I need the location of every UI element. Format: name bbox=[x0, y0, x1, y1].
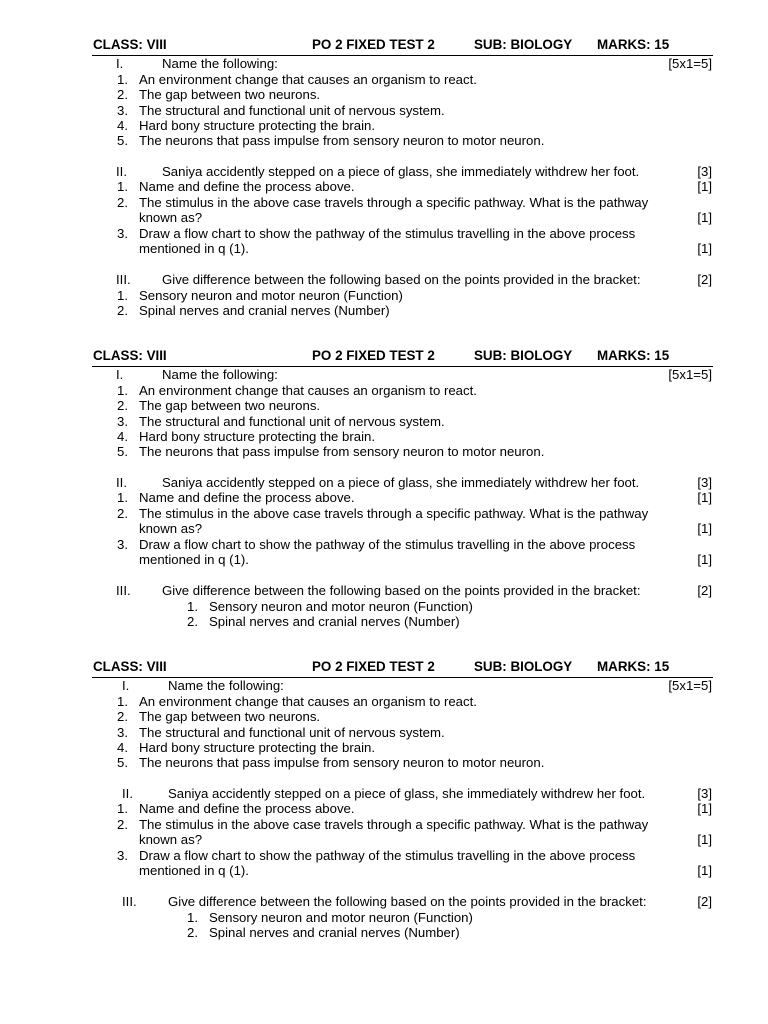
section-3-numeral: III. bbox=[116, 272, 131, 287]
item-number: 1. bbox=[117, 801, 128, 816]
section-2-heading bbox=[0, 475, 768, 491]
list-item bbox=[0, 103, 768, 119]
subject-label: SUB: BIOLOGY bbox=[474, 37, 573, 52]
marks-label: MARKS: 15 bbox=[597, 659, 670, 674]
item-text: An environment change that causes an organism to react. bbox=[139, 383, 477, 398]
item-text: Draw a flow chart to show the pathway of the stimulus travelling in the above process bbox=[139, 848, 636, 863]
section-3-heading bbox=[0, 894, 768, 910]
test-label: PO 2 FIXED TEST 2 bbox=[312, 659, 435, 674]
section-2-marks: [3] bbox=[697, 475, 712, 490]
list-item bbox=[0, 537, 768, 553]
section-1-numeral: I. bbox=[116, 56, 124, 71]
item-marks: [1] bbox=[697, 863, 712, 878]
section-1-marks: [5x1=5] bbox=[668, 367, 712, 382]
list-item bbox=[0, 118, 768, 134]
section-3-title: Give difference between the following based on the points provided in the bracket: bbox=[162, 272, 641, 287]
section-3-marks: [2] bbox=[697, 272, 712, 287]
item-text: Sensory neuron and motor neuron (Function) bbox=[139, 288, 403, 303]
list-item bbox=[0, 87, 768, 103]
item-text: An environment change that causes an organism to react. bbox=[139, 72, 477, 87]
item-number: 3. bbox=[117, 103, 128, 118]
item-text: Hard bony structure protecting the brain. bbox=[139, 118, 376, 133]
section-1-title: Name the following: bbox=[162, 367, 278, 382]
list-item bbox=[0, 429, 768, 445]
item-text: known as? bbox=[139, 832, 203, 847]
marks-label: MARKS: 15 bbox=[597, 37, 670, 52]
section-3-marks: [2] bbox=[697, 583, 712, 598]
section-1-heading bbox=[0, 367, 768, 383]
section-2-numeral: II. bbox=[116, 164, 127, 179]
item-number: 3. bbox=[117, 414, 128, 429]
item-number: 1. bbox=[187, 599, 198, 614]
section-1-marks: [5x1=5] bbox=[668, 678, 712, 693]
list-item bbox=[0, 398, 768, 414]
section-1-title: Name the following: bbox=[162, 56, 278, 71]
test-label: PO 2 FIXED TEST 2 bbox=[312, 348, 435, 363]
section-1-title: Name the following: bbox=[168, 678, 284, 693]
class-label: CLASS: VIII bbox=[93, 348, 167, 363]
item-text: The stimulus in the above case travels through a specific pathway. What is the pathway bbox=[139, 195, 649, 210]
class-label: CLASS: VIII bbox=[93, 659, 167, 674]
section-2-heading bbox=[0, 164, 768, 180]
item-text: The stimulus in the above case travels through a specific pathway. What is the pathway bbox=[139, 506, 649, 521]
section-3-title: Give difference between the following based on the points provided in the bracket: bbox=[162, 583, 641, 598]
list-item bbox=[0, 179, 768, 195]
section-1-numeral: I. bbox=[116, 367, 124, 382]
item-text: Name and define the process above. bbox=[139, 179, 355, 194]
item-number: 2. bbox=[187, 614, 198, 629]
item-text: Hard bony structure protecting the brain. bbox=[139, 740, 376, 755]
section-1-heading bbox=[0, 56, 768, 72]
list-item bbox=[0, 414, 768, 430]
item-marks: [1] bbox=[697, 552, 712, 567]
item-number: 2. bbox=[117, 303, 128, 318]
item-number: 2. bbox=[117, 87, 128, 102]
item-number: 5. bbox=[117, 444, 128, 459]
list-item bbox=[0, 490, 768, 506]
item-text: The structural and functional unit of nervous system. bbox=[139, 414, 445, 429]
sheet-header bbox=[0, 37, 768, 53]
item-number: 4. bbox=[117, 118, 128, 133]
list-item bbox=[0, 740, 768, 756]
item-text: Name and define the process above. bbox=[139, 801, 355, 816]
list-item bbox=[0, 817, 768, 833]
item-text: The gap between two neurons. bbox=[139, 87, 321, 102]
list-item-continued bbox=[0, 210, 768, 226]
list-item bbox=[0, 614, 768, 630]
list-item bbox=[0, 133, 768, 149]
section-2-marks: [3] bbox=[697, 164, 712, 179]
item-text: mentioned in q (1). bbox=[139, 241, 249, 256]
item-marks: [1] bbox=[697, 521, 712, 536]
list-item bbox=[0, 303, 768, 319]
item-number: 1. bbox=[117, 288, 128, 303]
item-number: 4. bbox=[117, 740, 128, 755]
item-number: 2. bbox=[117, 195, 128, 210]
list-item bbox=[0, 725, 768, 741]
item-text: Sensory neuron and motor neuron (Function) bbox=[209, 910, 473, 925]
section-2-title: Saniya accidently stepped on a piece of glass, she immediately withdrew her foot. bbox=[168, 786, 646, 801]
list-item-continued bbox=[0, 552, 768, 568]
item-text: An environment change that causes an organism to react. bbox=[139, 694, 477, 709]
list-item bbox=[0, 694, 768, 710]
list-item bbox=[0, 226, 768, 242]
item-text: Hard bony structure protecting the brain. bbox=[139, 429, 376, 444]
sheet-header bbox=[0, 659, 768, 675]
item-number: 2. bbox=[117, 817, 128, 832]
list-item bbox=[0, 910, 768, 926]
item-marks: [1] bbox=[697, 490, 712, 505]
section-3-heading bbox=[0, 272, 768, 288]
list-item-continued bbox=[0, 863, 768, 879]
list-item bbox=[0, 195, 768, 211]
item-text: Sensory neuron and motor neuron (Function) bbox=[209, 599, 473, 614]
test-label: PO 2 FIXED TEST 2 bbox=[312, 37, 435, 52]
item-text: The neurons that pass impulse from sensory neuron to motor neuron. bbox=[139, 133, 545, 148]
list-item bbox=[0, 848, 768, 864]
item-text: The structural and functional unit of nervous system. bbox=[139, 725, 445, 740]
section-2-heading bbox=[0, 786, 768, 802]
list-item bbox=[0, 755, 768, 771]
section-1-heading bbox=[0, 678, 768, 694]
item-number: 2. bbox=[117, 398, 128, 413]
item-text: Draw a flow chart to show the pathway of the stimulus travelling in the above process bbox=[139, 226, 636, 241]
item-number: 5. bbox=[117, 133, 128, 148]
section-3-numeral: III. bbox=[116, 583, 131, 598]
item-text: The gap between two neurons. bbox=[139, 709, 321, 724]
item-marks: [1] bbox=[697, 210, 712, 225]
item-text: The structural and functional unit of nervous system. bbox=[139, 103, 445, 118]
section-2-title: Saniya accidently stepped on a piece of glass, she immediately withdrew her foot. bbox=[162, 475, 640, 490]
item-number: 2. bbox=[117, 506, 128, 521]
list-item bbox=[0, 288, 768, 304]
item-number: 3. bbox=[117, 848, 128, 863]
item-text: The neurons that pass impulse from sensory neuron to motor neuron. bbox=[139, 444, 545, 459]
item-number: 3. bbox=[117, 725, 128, 740]
list-item-continued bbox=[0, 241, 768, 257]
item-text: Spinal nerves and cranial nerves (Number) bbox=[209, 925, 460, 940]
item-number: 1. bbox=[117, 179, 128, 194]
section-1-marks: [5x1=5] bbox=[668, 56, 712, 71]
section-2-marks: [3] bbox=[697, 786, 712, 801]
sheet-header bbox=[0, 348, 768, 364]
list-item bbox=[0, 925, 768, 941]
item-text: known as? bbox=[139, 210, 203, 225]
section-2-numeral: II. bbox=[116, 475, 127, 490]
item-number: 5. bbox=[117, 755, 128, 770]
section-2-numeral: II. bbox=[122, 786, 133, 801]
item-text: The neurons that pass impulse from sensory neuron to motor neuron. bbox=[139, 755, 545, 770]
class-label: CLASS: VIII bbox=[93, 37, 167, 52]
item-text: Spinal nerves and cranial nerves (Number) bbox=[139, 303, 390, 318]
list-item bbox=[0, 383, 768, 399]
item-text: Name and define the process above. bbox=[139, 490, 355, 505]
item-number: 1. bbox=[117, 72, 128, 87]
list-item bbox=[0, 444, 768, 460]
section-3-numeral: III. bbox=[122, 894, 137, 909]
item-number: 3. bbox=[117, 537, 128, 552]
item-text: Draw a flow chart to show the pathway of the stimulus travelling in the above process bbox=[139, 537, 636, 552]
section-3-heading bbox=[0, 583, 768, 599]
marks-label: MARKS: 15 bbox=[597, 348, 670, 363]
item-text: mentioned in q (1). bbox=[139, 552, 249, 567]
list-item-continued bbox=[0, 832, 768, 848]
item-number: 2. bbox=[117, 709, 128, 724]
list-item bbox=[0, 709, 768, 725]
item-number: 1. bbox=[187, 910, 198, 925]
item-number: 1. bbox=[117, 694, 128, 709]
list-item bbox=[0, 72, 768, 88]
item-marks: [1] bbox=[697, 179, 712, 194]
section-3-title: Give difference between the following based on the points provided in the bracket: bbox=[168, 894, 647, 909]
item-number: 1. bbox=[117, 490, 128, 505]
item-marks: [1] bbox=[697, 832, 712, 847]
item-number: 3. bbox=[117, 226, 128, 241]
subject-label: SUB: BIOLOGY bbox=[474, 659, 573, 674]
item-text: The stimulus in the above case travels through a specific pathway. What is the pathway bbox=[139, 817, 649, 832]
item-marks: [1] bbox=[697, 241, 712, 256]
item-number: 2. bbox=[187, 925, 198, 940]
list-item bbox=[0, 506, 768, 522]
item-text: Spinal nerves and cranial nerves (Number) bbox=[209, 614, 460, 629]
subject-label: SUB: BIOLOGY bbox=[474, 348, 573, 363]
list-item bbox=[0, 801, 768, 817]
item-number: 4. bbox=[117, 429, 128, 444]
item-number: 1. bbox=[117, 383, 128, 398]
item-text: known as? bbox=[139, 521, 203, 536]
list-item bbox=[0, 599, 768, 615]
section-1-numeral: I. bbox=[122, 678, 130, 693]
section-2-title: Saniya accidently stepped on a piece of glass, she immediately withdrew her foot. bbox=[162, 164, 640, 179]
section-3-marks: [2] bbox=[697, 894, 712, 909]
item-text: The gap between two neurons. bbox=[139, 398, 321, 413]
item-text: mentioned in q (1). bbox=[139, 863, 249, 878]
list-item-continued bbox=[0, 521, 768, 537]
item-marks: [1] bbox=[697, 801, 712, 816]
